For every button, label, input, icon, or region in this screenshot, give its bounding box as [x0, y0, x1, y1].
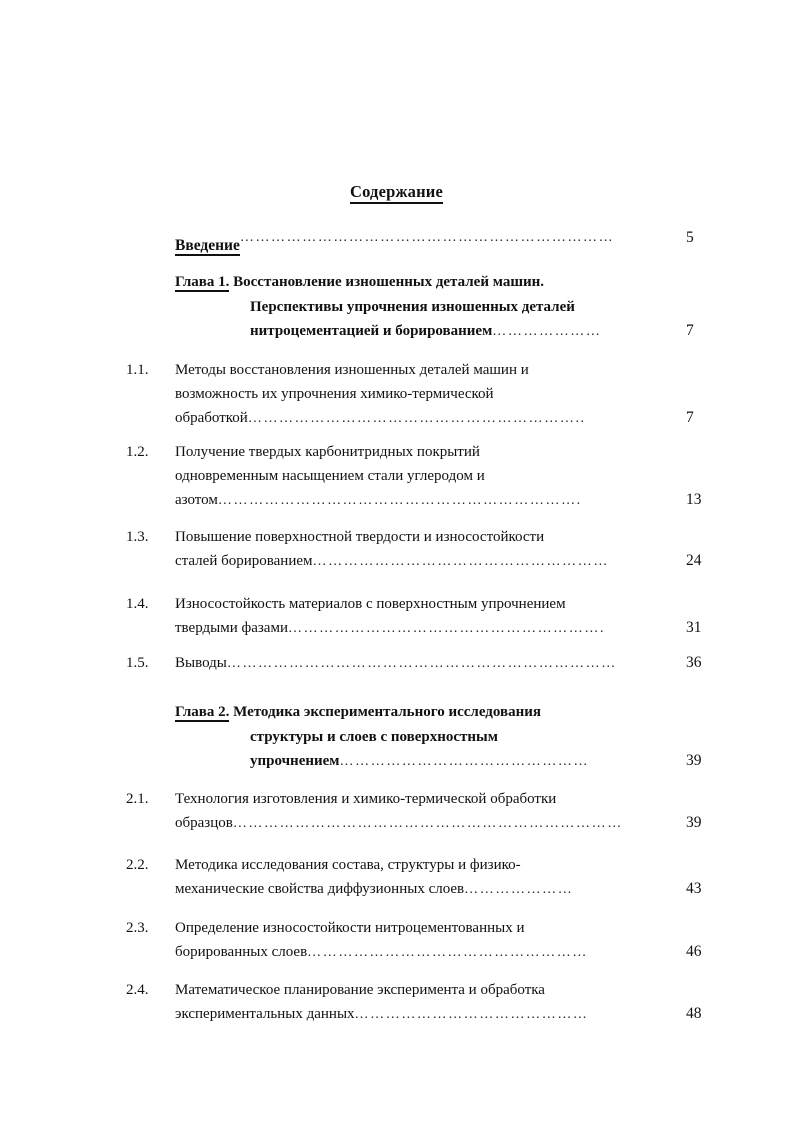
section-2-2-line-1: Методика исследования состава, структуры и физико-	[175, 857, 521, 873]
toc-entry-2-4[interactable]	[175, 978, 672, 1027]
toc-entry-1-4[interactable]	[175, 592, 672, 641]
section-1-4-line-2: твердыми фазами	[175, 620, 288, 636]
toc-entry-1-3[interactable]	[175, 525, 672, 574]
section-1-2-page-number: 13	[686, 491, 702, 508]
section-number-2-1: 2.1.	[126, 791, 149, 807]
section-number-2-3: 2.3.	[126, 920, 149, 936]
chapter-1-page-number: 7	[686, 322, 694, 339]
dot-leader: …………………………………………………………….	[217, 493, 582, 508]
dot-leader: ………………………………………	[354, 1007, 589, 1022]
dot-leader: …………………………………………………………………	[226, 656, 617, 671]
dot-leader: …………………………………………………	[312, 554, 609, 569]
intro-label: Введение	[175, 237, 240, 254]
toc-entry-2-1[interactable]	[175, 787, 672, 836]
section-1-4-page-number: 31	[686, 619, 702, 636]
chapter-2-title-part-2: структуры и слоев с поверхностным	[250, 728, 498, 745]
section-1-2-line-3: азотом	[175, 492, 218, 508]
toc-entry-1-1[interactable]	[175, 358, 672, 431]
toc-entry-chapter-1[interactable]	[175, 270, 672, 345]
section-number-2-4: 2.4.	[126, 982, 149, 998]
dot-leader: …………………………………………………………………	[232, 816, 623, 831]
chapter-2-line-2	[250, 725, 672, 750]
section-1-1-line-1: Методы восстановления изношенных деталей машин и	[175, 362, 529, 378]
chapter-2-title-part-1: Методика экспериментального исследования	[233, 704, 541, 720]
section-2-2-page-number: 43	[686, 880, 702, 897]
section-number-2-2: 2.2.	[126, 857, 149, 873]
section-1-3-line-2: сталей борированием	[175, 553, 313, 569]
toc-entry-1-5[interactable]	[175, 651, 672, 676]
dot-leader: …………………	[492, 324, 602, 339]
section-2-3-line-1: Определение износостойкости нитроцементованных и	[175, 920, 525, 936]
section-2-1-line-1: Технология изготовления и химико-термической обработки	[175, 791, 557, 807]
section-number-1-1: 1.1.	[126, 362, 149, 378]
chapter-2-title-part-3: упрочнением	[250, 753, 340, 769]
chapter-2-line-3	[250, 749, 672, 775]
section-2-3-line-2: борированных слоев	[175, 944, 308, 960]
dot-leader: …………………………………………	[339, 754, 590, 769]
chapter-1-title-part-3: нитроцементацией и борированием	[250, 323, 493, 339]
chapter-1-title-part-1: Восстановление изношенных деталей машин.	[233, 274, 545, 290]
chapter-1-line-2	[250, 295, 672, 320]
dot-leader: …………………	[464, 882, 574, 897]
chapter-1-title-part-2: Перспективы упрочнения изношенных деталей	[250, 298, 575, 315]
section-1-5-page-number: 36	[686, 654, 702, 671]
toc-entry-2-3[interactable]	[175, 916, 672, 965]
chapter-2-page-number: 39	[686, 752, 702, 769]
chapter-1-label: Глава 1.	[175, 274, 230, 290]
section-2-4-line-1: Математическое планирование эксперимента и обработка	[175, 982, 545, 998]
section-1-1-page-number: 7	[686, 409, 694, 426]
dot-leader: ………………………………………………………………	[239, 230, 615, 245]
section-number-1-4: 1.4.	[126, 596, 149, 612]
section-1-4-line-1: Износостойкость материалов с поверхностным упрочнением	[175, 596, 566, 612]
section-number-1-5: 1.5.	[126, 655, 149, 671]
section-2-3-page-number: 46	[686, 943, 702, 960]
section-1-3-line-1: Повышение поверхностной твердости и износостойкости	[175, 529, 545, 545]
page-title-text: Содержание	[350, 182, 443, 204]
section-number-1-2: 1.2.	[126, 444, 149, 460]
toc-entry-intro[interactable]	[175, 226, 672, 258]
section-1-5-line-1: Выводы	[175, 655, 227, 671]
section-2-2-line-2: механические свойства диффузионных слоев	[175, 881, 465, 897]
section-1-1-line-3: обработкой	[175, 410, 248, 426]
section-1-2-line-2: одновременным насыщением стали углеродом и	[175, 468, 485, 484]
dot-leader: ………………………………………………………..	[247, 411, 586, 426]
section-2-4-page-number: 48	[686, 1005, 702, 1022]
section-2-1-page-number: 39	[686, 814, 702, 831]
section-1-1-line-2: возможность их упрочнения химико-термической	[175, 386, 494, 402]
section-2-4-line-2: экспериментальных данных	[175, 1006, 355, 1022]
section-2-1-line-2: образцов	[175, 815, 233, 831]
toc-entry-1-2[interactable]	[175, 440, 672, 513]
dot-leader: ………………………………………………	[307, 945, 588, 960]
intro-page-number: 5	[686, 229, 694, 246]
section-number-1-3: 1.3.	[126, 529, 149, 545]
toc-entry-2-2[interactable]	[175, 853, 672, 902]
section-1-3-page-number: 24	[686, 552, 702, 569]
chapter-1-line-3	[250, 319, 672, 345]
chapter-1-line-1	[175, 270, 672, 295]
page-title	[0, 182, 793, 202]
chapter-2-line-1	[175, 700, 672, 725]
toc-entry-chapter-2[interactable]	[175, 700, 672, 775]
chapter-2-label: Глава 2.	[175, 704, 230, 720]
dot-leader: …………………………………………………….	[287, 621, 606, 636]
section-1-2-line-1: Получение твердых карбонитридных покрытий	[175, 444, 480, 460]
